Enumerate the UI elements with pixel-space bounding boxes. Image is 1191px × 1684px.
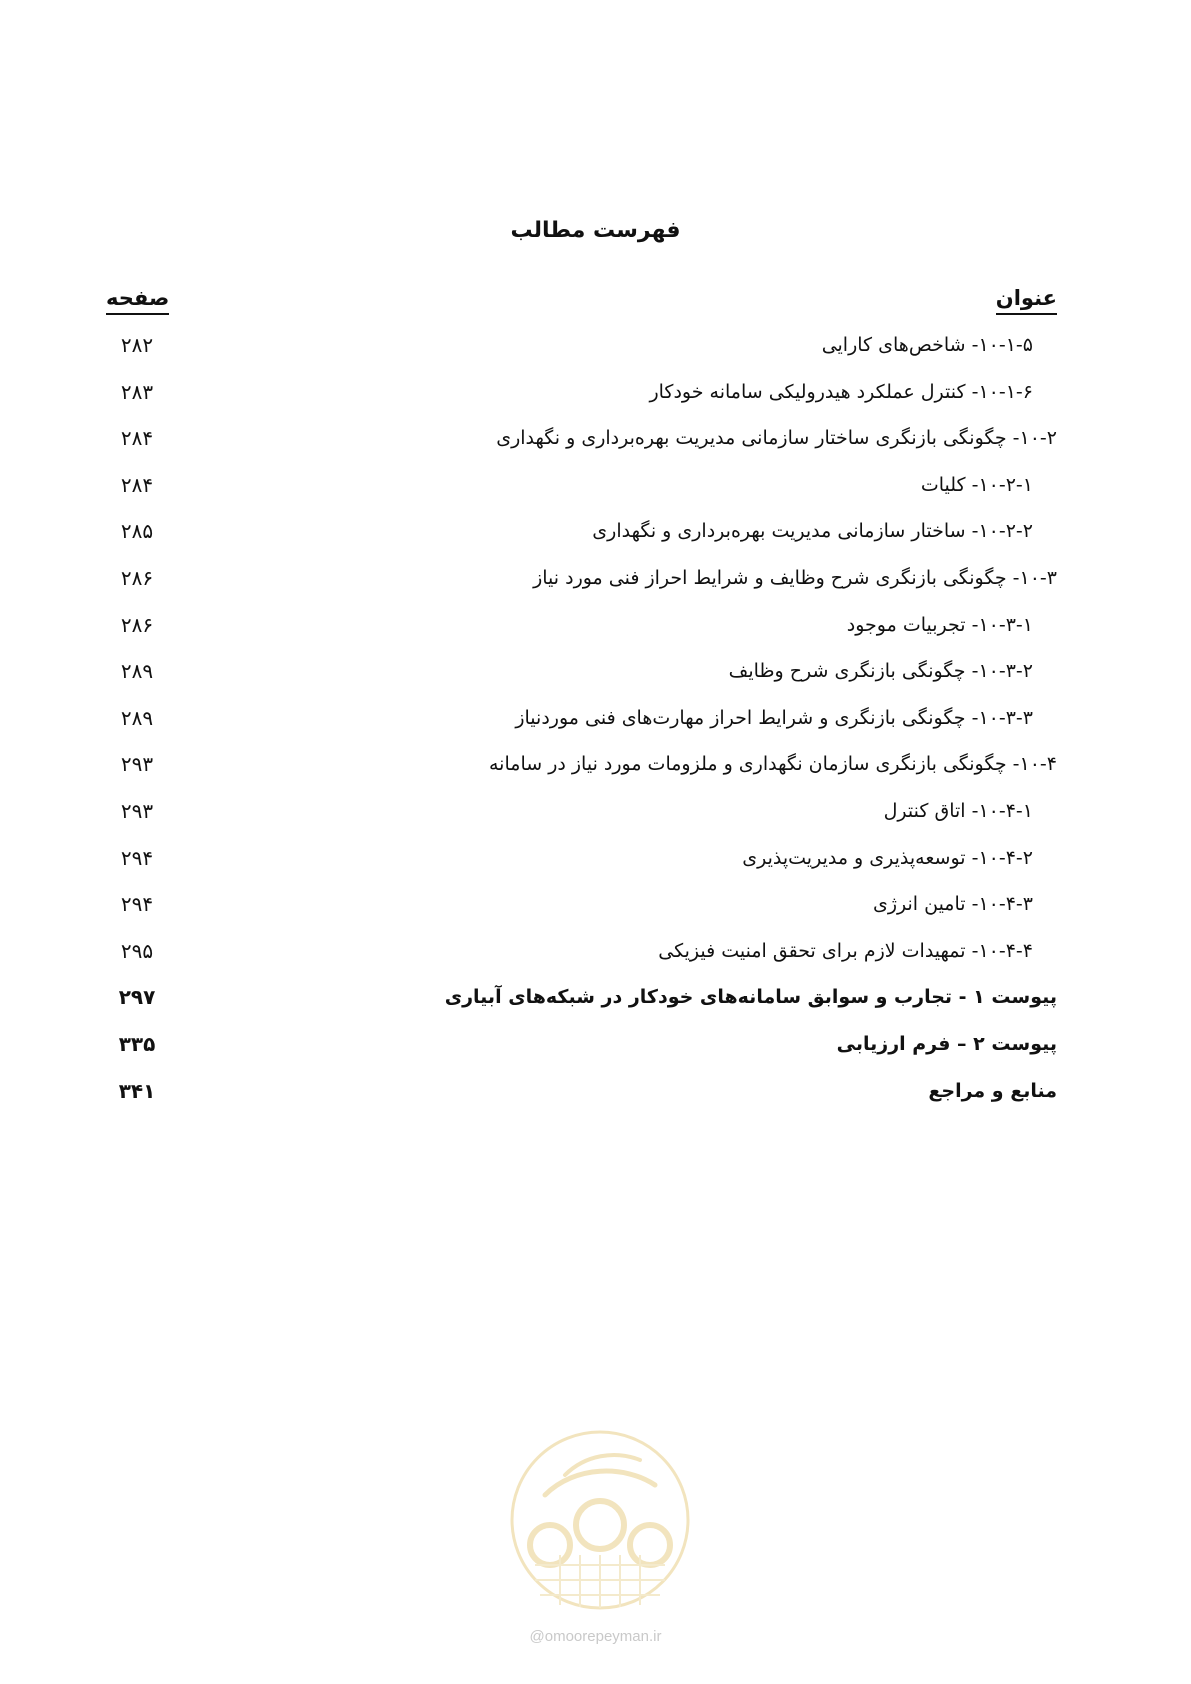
toc-row — [0, 1031, 1191, 1078]
toc-entry-title: ۱۰-۴-۱- اتاق کنترل — [883, 799, 1033, 822]
toc-row — [0, 938, 1191, 985]
toc-row — [0, 425, 1191, 472]
toc-entry-title: ۱۰-۳-۳- چگونگی بازنگری و شرایط احراز مهارت‌های فنی موردنیاز — [515, 706, 1033, 729]
toc-entry-title: ۱۰-۱-۶- کنترل عملکرد هیدرولیکی سامانه خودکار — [649, 380, 1033, 403]
toc-entry-page: ۲۸۶ — [120, 565, 154, 590]
toc-entry-title: ۱۰-۳-۱- تجربیات موجود — [846, 613, 1033, 636]
toc-row — [0, 472, 1191, 519]
table-of-contents — [0, 332, 1191, 1124]
page-title: فهرست مطالب — [510, 218, 681, 243]
toc-entry-page: ۲۸۲ — [120, 333, 154, 357]
toc-entry-page: ۳۴۱ — [118, 1078, 156, 1103]
toc-row — [0, 612, 1191, 659]
page-column-header: صفحه — [106, 286, 169, 315]
toc-row — [0, 845, 1191, 892]
toc-entry-page: ۲۹۵ — [120, 938, 154, 963]
watermark-logo — [505, 1425, 695, 1615]
toc-entry-title: ۱۰-۴- چگونگی بازنگری سازمان نگهداری و ملزومات مورد نیاز در سامانه — [489, 753, 1057, 776]
toc-entry-page: ۲۸۴ — [120, 426, 154, 451]
toc-row — [0, 379, 1191, 426]
toc-entry-page: ۲۸۴ — [120, 472, 154, 497]
toc-row — [0, 332, 1191, 379]
watermark-url: @omoorepeyman.ir — [529, 1628, 662, 1645]
toc-row — [0, 751, 1191, 798]
toc-entry-page: ۲۹۴ — [120, 845, 154, 870]
toc-entry-page: ۲۸۳ — [120, 379, 154, 404]
toc-row — [0, 565, 1191, 612]
toc-entry-page: ۲۸۵ — [120, 519, 154, 544]
toc-row — [0, 658, 1191, 705]
toc-entry-title: منابع و مراجع — [928, 1079, 1057, 1102]
toc-entry-page: ۲۸۶ — [120, 612, 154, 637]
toc-entry-page: ۲۸۹ — [120, 659, 154, 684]
toc-entry-title: ۱۰-۲-۱- کلیات — [920, 473, 1033, 496]
toc-row — [0, 798, 1191, 845]
title-column-header: عنوان — [996, 286, 1057, 315]
toc-entry-title: ۱۰-۴-۴- تمهیدات لازم برای تحقق امنیت فیزیکی — [658, 939, 1033, 962]
toc-entry-title: ۱۰-۴-۲- توسعه‌پذیری و مدیریت‌پذیری — [742, 846, 1033, 869]
toc-entry-page: ۲۸۹ — [120, 705, 154, 730]
toc-row — [0, 1078, 1191, 1125]
toc-entry-title: ۱۰-۳- چگونگی بازنگری شرح وظایف و شرایط احراز فنی مورد نیاز — [533, 566, 1057, 589]
toc-entry-title: ۱۰-۴-۳- تامین انرژی — [872, 893, 1033, 916]
toc-entry-title: پیوست ۲ – فرم ارزیابی — [836, 1032, 1057, 1055]
toc-entry-page: ۳۳۵ — [118, 1031, 156, 1056]
toc-entry-title: ۱۰-۱-۵- شاخص‌های کارایی — [821, 334, 1033, 356]
toc-entry-title: پیوست ۱ - تجارب و سوابق سامانه‌های خودکار در شبکه‌های آبیاری — [444, 986, 1057, 1009]
toc-row — [0, 984, 1191, 1031]
toc-entry-page: ۲۹۳ — [120, 798, 154, 823]
toc-entry-page: ۲۹۷ — [118, 985, 156, 1010]
toc-row — [0, 705, 1191, 752]
toc-entry-page: ۲۹۳ — [120, 752, 154, 777]
toc-entry-title: ۱۰-۲-۲- ساختار سازمانی مدیریت بهره‌برداری و نگهداری — [592, 520, 1033, 543]
toc-entry-page: ۲۹۴ — [120, 892, 154, 917]
toc-row — [0, 891, 1191, 938]
toc-entry-title: ۱۰-۳-۲- چگونگی بازنگری شرح وظایف — [728, 660, 1033, 683]
toc-entry-title: ۱۰-۲- چگونگی بازنگری ساختار سازمانی مدیریت بهره‌برداری و نگهداری — [496, 427, 1057, 450]
toc-row — [0, 518, 1191, 565]
